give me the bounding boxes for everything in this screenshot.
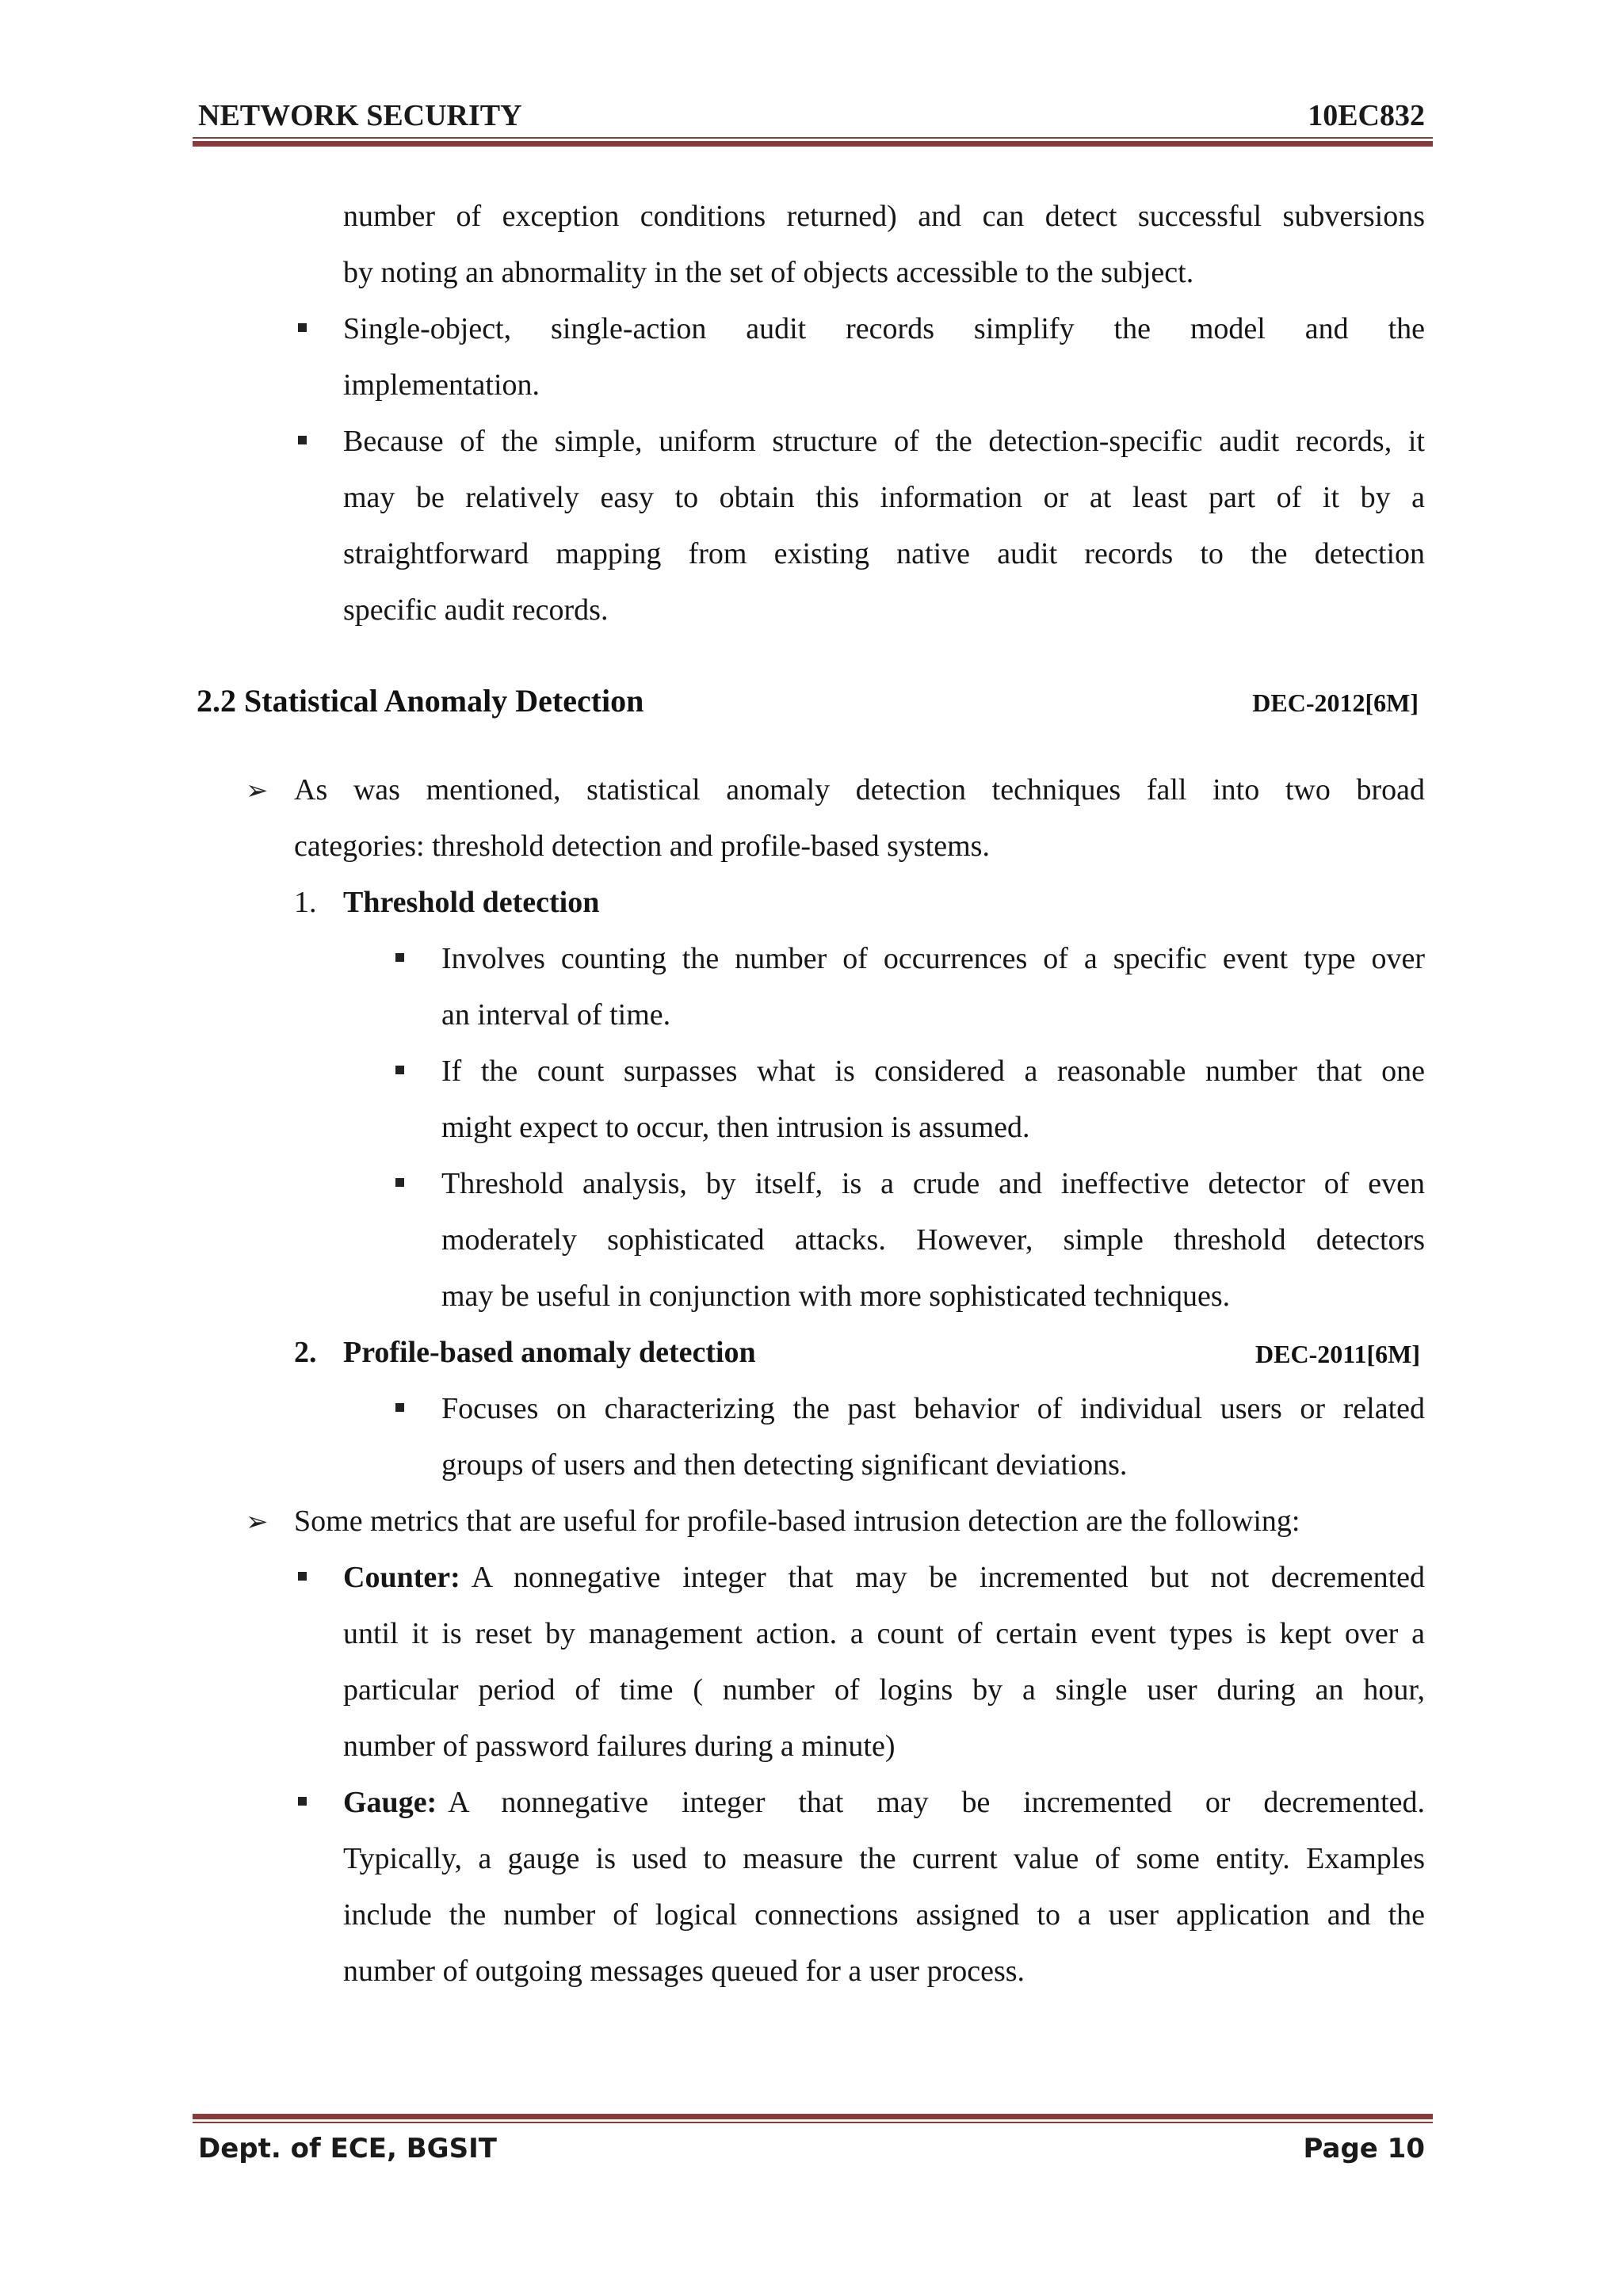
footer-rule-bottom	[193, 2122, 1433, 2123]
arrow-bullet-icon: ➢	[246, 1506, 269, 1538]
item2-bullet-line: groups of users and then detecting significant deviations.	[441, 1448, 1128, 1482]
bullet-square	[395, 953, 404, 962]
gauge-line: include the number of logical connections assigned to a user application and the	[343, 1898, 1425, 1932]
item1-bullet-line: If the count surpasses what is considered a reasonable number that one	[441, 1055, 1425, 1088]
item2-number	[294, 1334, 317, 1371]
item2-number-text: 2.	[294, 1336, 317, 1369]
item2-title-text: Profile-based anomaly detection	[343, 1336, 756, 1369]
item2-title	[343, 1334, 756, 1371]
bullet-square	[395, 1403, 404, 1412]
bullet-line: Single-object, single-action audit records simplify the model and the	[343, 312, 1425, 345]
section-title: 2.2 Statistical Anomaly Detection	[197, 683, 644, 719]
item1-bullet-line: an interval of time.	[441, 998, 671, 1032]
gauge-line: number of outgoing messages queued for a user process.	[343, 1955, 1025, 1988]
counter-line: number of password failures during a minute)	[343, 1730, 896, 1763]
intro-line: categories: threshold detection and profile-based systems.	[294, 830, 990, 863]
continuation-line-2: by noting an abnormality in the set of objects accessible to the subject.	[343, 256, 1194, 289]
bullet-square	[298, 1797, 307, 1806]
item1-bullet-line: Involves counting the number of occurrences of a specific event type over	[441, 942, 1425, 975]
item1-bullet-line: may be useful in conjunction with more sophisticated techniques.	[441, 1280, 1231, 1313]
gauge-first-line	[343, 1784, 1425, 1821]
gauge-line: Typically, a gauge is used to measure the current value of some entity. Examples	[343, 1842, 1425, 1875]
counter-line: particular period of time ( number of logins by a single user during an hour,	[343, 1673, 1425, 1707]
bullet-line: specific audit records.	[343, 593, 609, 627]
item2-tag: DEC-2011[6M]	[1255, 1340, 1420, 1368]
item1-bullet-line: Threshold analysis, by itself, is a crude and ineffective detector of even	[441, 1167, 1425, 1200]
bullet-square	[395, 1066, 404, 1074]
header-left: NETWORK SECURITY	[198, 99, 522, 132]
footer-left: Dept. of ECE, BGSIT	[198, 2133, 497, 2164]
item1-title	[343, 884, 599, 921]
footer-rule	[193, 2114, 1433, 2119]
intro-line: As was mentioned, statistical anomaly detection techniques fall into two broad	[294, 773, 1425, 807]
header-rule	[193, 141, 1433, 147]
bullet-square	[298, 1572, 307, 1581]
continuation-line-1: number of exception conditions returned) and can detect successful subversions	[343, 200, 1425, 233]
bullet-square	[298, 323, 307, 332]
header-rule-top	[193, 137, 1433, 139]
item1-bullet-line: moderately sophisticated attacks. However, simple threshold detectors	[441, 1223, 1425, 1257]
gauge-term: Gauge:	[343, 1786, 437, 1819]
counter-first-line	[343, 1559, 1425, 1596]
section-tag: DEC-2012[6M]	[1252, 688, 1419, 717]
bullet-line: may be relatively easy to obtain this information or at least part of it by a	[343, 481, 1425, 514]
item1-bullet-line: might expect to occur, then intrusion is assumed.	[441, 1111, 1030, 1144]
bullet-square	[298, 436, 307, 444]
arrow-bullet-icon: ➢	[246, 775, 269, 807]
counter-term: Counter:	[343, 1561, 460, 1594]
gauge-line: A nonnegative integer that may be incremented or decremented.	[448, 1786, 1425, 1819]
counter-line: A nonnegative integer that may be incremented but not decremented	[471, 1561, 1425, 1594]
bullet-line: implementation.	[343, 368, 540, 402]
bullet-square	[395, 1178, 404, 1187]
footer-right: Page 10	[1303, 2133, 1425, 2164]
metrics-intro: Some metrics that are useful for profile-based intrusion detection are the following:	[294, 1505, 1300, 1538]
item2-bullet-line: Focuses on characterizing the past behavior of individual users or related	[441, 1392, 1425, 1425]
item1-title-text: Threshold detection	[343, 886, 600, 919]
bullet-line: straightforward mapping from existing native audit records to the detection	[343, 537, 1425, 570]
item1-number: 1.	[294, 886, 317, 919]
counter-line: until it is reset by management action. a count of certain event types is kept over a	[343, 1617, 1425, 1650]
header-right: 10EC832	[1308, 99, 1425, 132]
bullet-line: Because of the simple, uniform structure of the detection-specific audit records, it	[343, 425, 1425, 458]
